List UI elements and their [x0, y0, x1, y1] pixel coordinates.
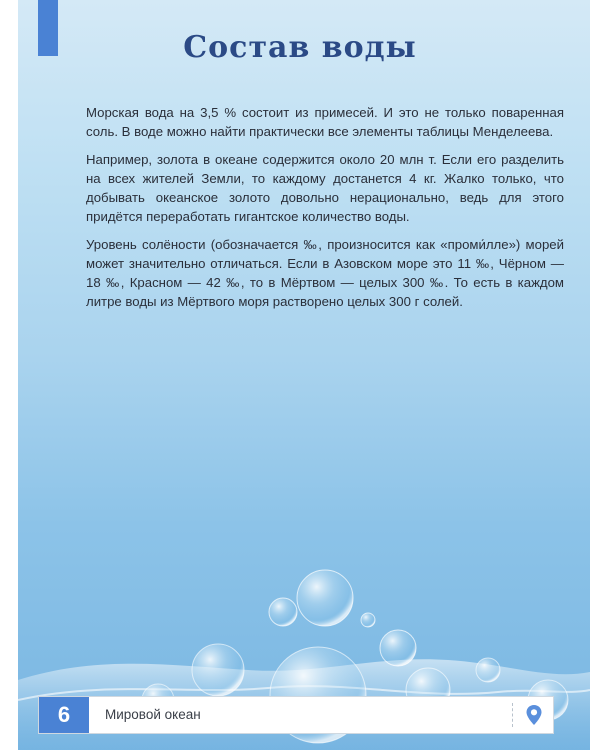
page-footer — [38, 696, 554, 734]
page-title: Состав воды — [183, 30, 417, 65]
footer-divider — [512, 703, 513, 727]
article-body — [86, 103, 564, 320]
paragraph-3: Уровень солёности (обозначается ‰, произносится как «проми́лле») морей может значительно отличаться. Если в Азовском море это 11 ‰, Чёрном — 18 ‰, Красном — 42 ‰, то в Мёртвом — целых 300 ‰. То есть в каждом литре воды из Мёртвого моря растворено целых 300 г солей. — [86, 237, 564, 309]
location-pin-icon — [521, 702, 547, 728]
page-number: 6 — [39, 697, 89, 733]
paragraph-2: Например, золота в океане содержится около 20 млн т. Если его разделить на всех жителей Земли, то каждому достанется 4 кг. Жалко только, что добывать океанское золото довольно нерационально, ведь для этого придётся переработать гигантское количество воды. — [86, 152, 564, 224]
paragraph-1: Морская вода на 3,5 % состоит из примесей. И это не только поваренная соль. В воде можно найти практически все элементы таблицы Менделеева. — [86, 105, 564, 139]
chapter-title: Мировой океан — [105, 707, 201, 722]
